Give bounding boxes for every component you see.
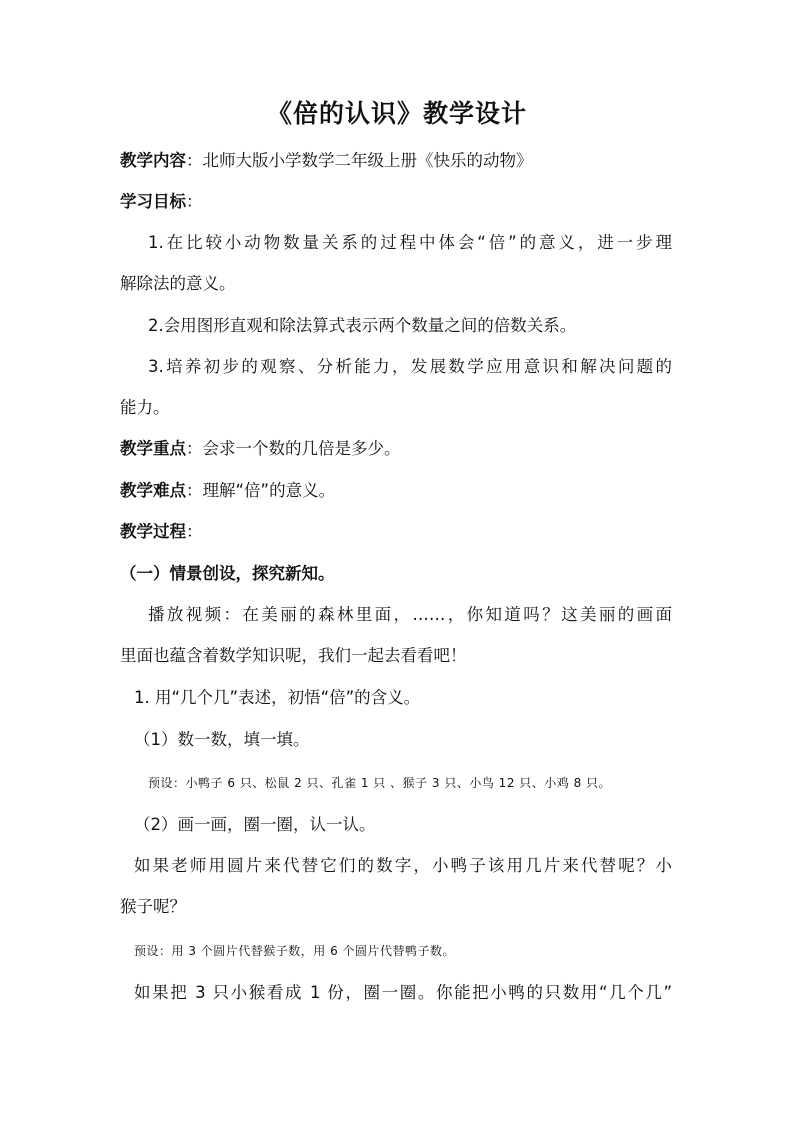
preset-1: 预设：小鸭子 6 只、松鼠 2 只、孔雀 1 只 、猴子 3 只、小鸟 12 只、小鸡 8 只。 bbox=[148, 776, 612, 790]
objective-1-line-1: 1.在比较小动物数量关系的过程中体会“倍”的意义，进一步理 bbox=[148, 233, 672, 252]
difficulty-text: 理解“倍”的意义。 bbox=[202, 481, 336, 500]
objective-3-line-2: 能力。 bbox=[120, 398, 170, 417]
process-label: 教学过程 bbox=[120, 522, 186, 541]
difficulty-row bbox=[120, 480, 335, 502]
video-intro-line-1: 播放视频：在美丽的森林里面，……，你知道吗？这美丽的画面 bbox=[148, 605, 672, 624]
key-point-text: 会求一个数的几倍是多少。 bbox=[202, 439, 401, 458]
difficulty-label: 教学难点 bbox=[120, 481, 186, 500]
process-heading bbox=[120, 521, 203, 543]
question-line-2: 猴子呢？ bbox=[120, 897, 186, 916]
question-line-1: 如果老师用圆片来代替它们的数字，小鸭子该用几片来代替呢？小 bbox=[134, 856, 672, 875]
objectives-heading bbox=[120, 191, 203, 213]
teaching-content-row bbox=[120, 150, 533, 172]
objective-2: 2.会用图形直观和除法算式表示两个数量之间的倍数关系。 bbox=[148, 316, 577, 335]
step-1: 1. 用“几个几”表述，初悟“倍”的含义。 bbox=[134, 688, 421, 707]
teaching-content-colon: ： bbox=[186, 151, 203, 170]
sub-step-2: （2）画一画，圈一圈，认一认。 bbox=[134, 815, 376, 834]
section-1-heading: （一）情景创设，探究新知。 bbox=[120, 564, 335, 583]
key-point-colon: ： bbox=[186, 439, 203, 458]
video-intro-line-2: 里面也蕴含着数学知识呢，我们一起去看看吧！ bbox=[120, 646, 467, 665]
objective-1-line-2: 解除法的意义。 bbox=[120, 274, 236, 293]
document-title: 《倍的认识》教学设计 bbox=[266, 99, 527, 128]
sub-step-1: （1）数一数，填一填。 bbox=[134, 730, 310, 749]
preset-2: 预设：用 3 个圆片代替猴子数，用 6 个圆片代替鸭子数。 bbox=[134, 944, 456, 958]
objectives-colon: ： bbox=[186, 192, 203, 211]
key-point-row bbox=[120, 438, 401, 460]
key-point-label: 教学重点 bbox=[120, 439, 186, 458]
teaching-content-label: 教学内容 bbox=[120, 151, 186, 170]
difficulty-colon: ： bbox=[186, 481, 203, 500]
teaching-content-text: 北师大版小学数学二年级上册《快乐的动物》 bbox=[202, 151, 533, 170]
objectives-label: 学习目标 bbox=[120, 192, 186, 211]
objective-3-line-1: 3.培养初步的观察、分析能力，发展数学应用意识和解决问题的 bbox=[148, 357, 672, 376]
last-line: 如果把 3 只小猴看成 1 份，圈一圈。你能把小鸭的只数用“几个几” bbox=[134, 983, 672, 1002]
process-colon: ： bbox=[186, 522, 203, 541]
